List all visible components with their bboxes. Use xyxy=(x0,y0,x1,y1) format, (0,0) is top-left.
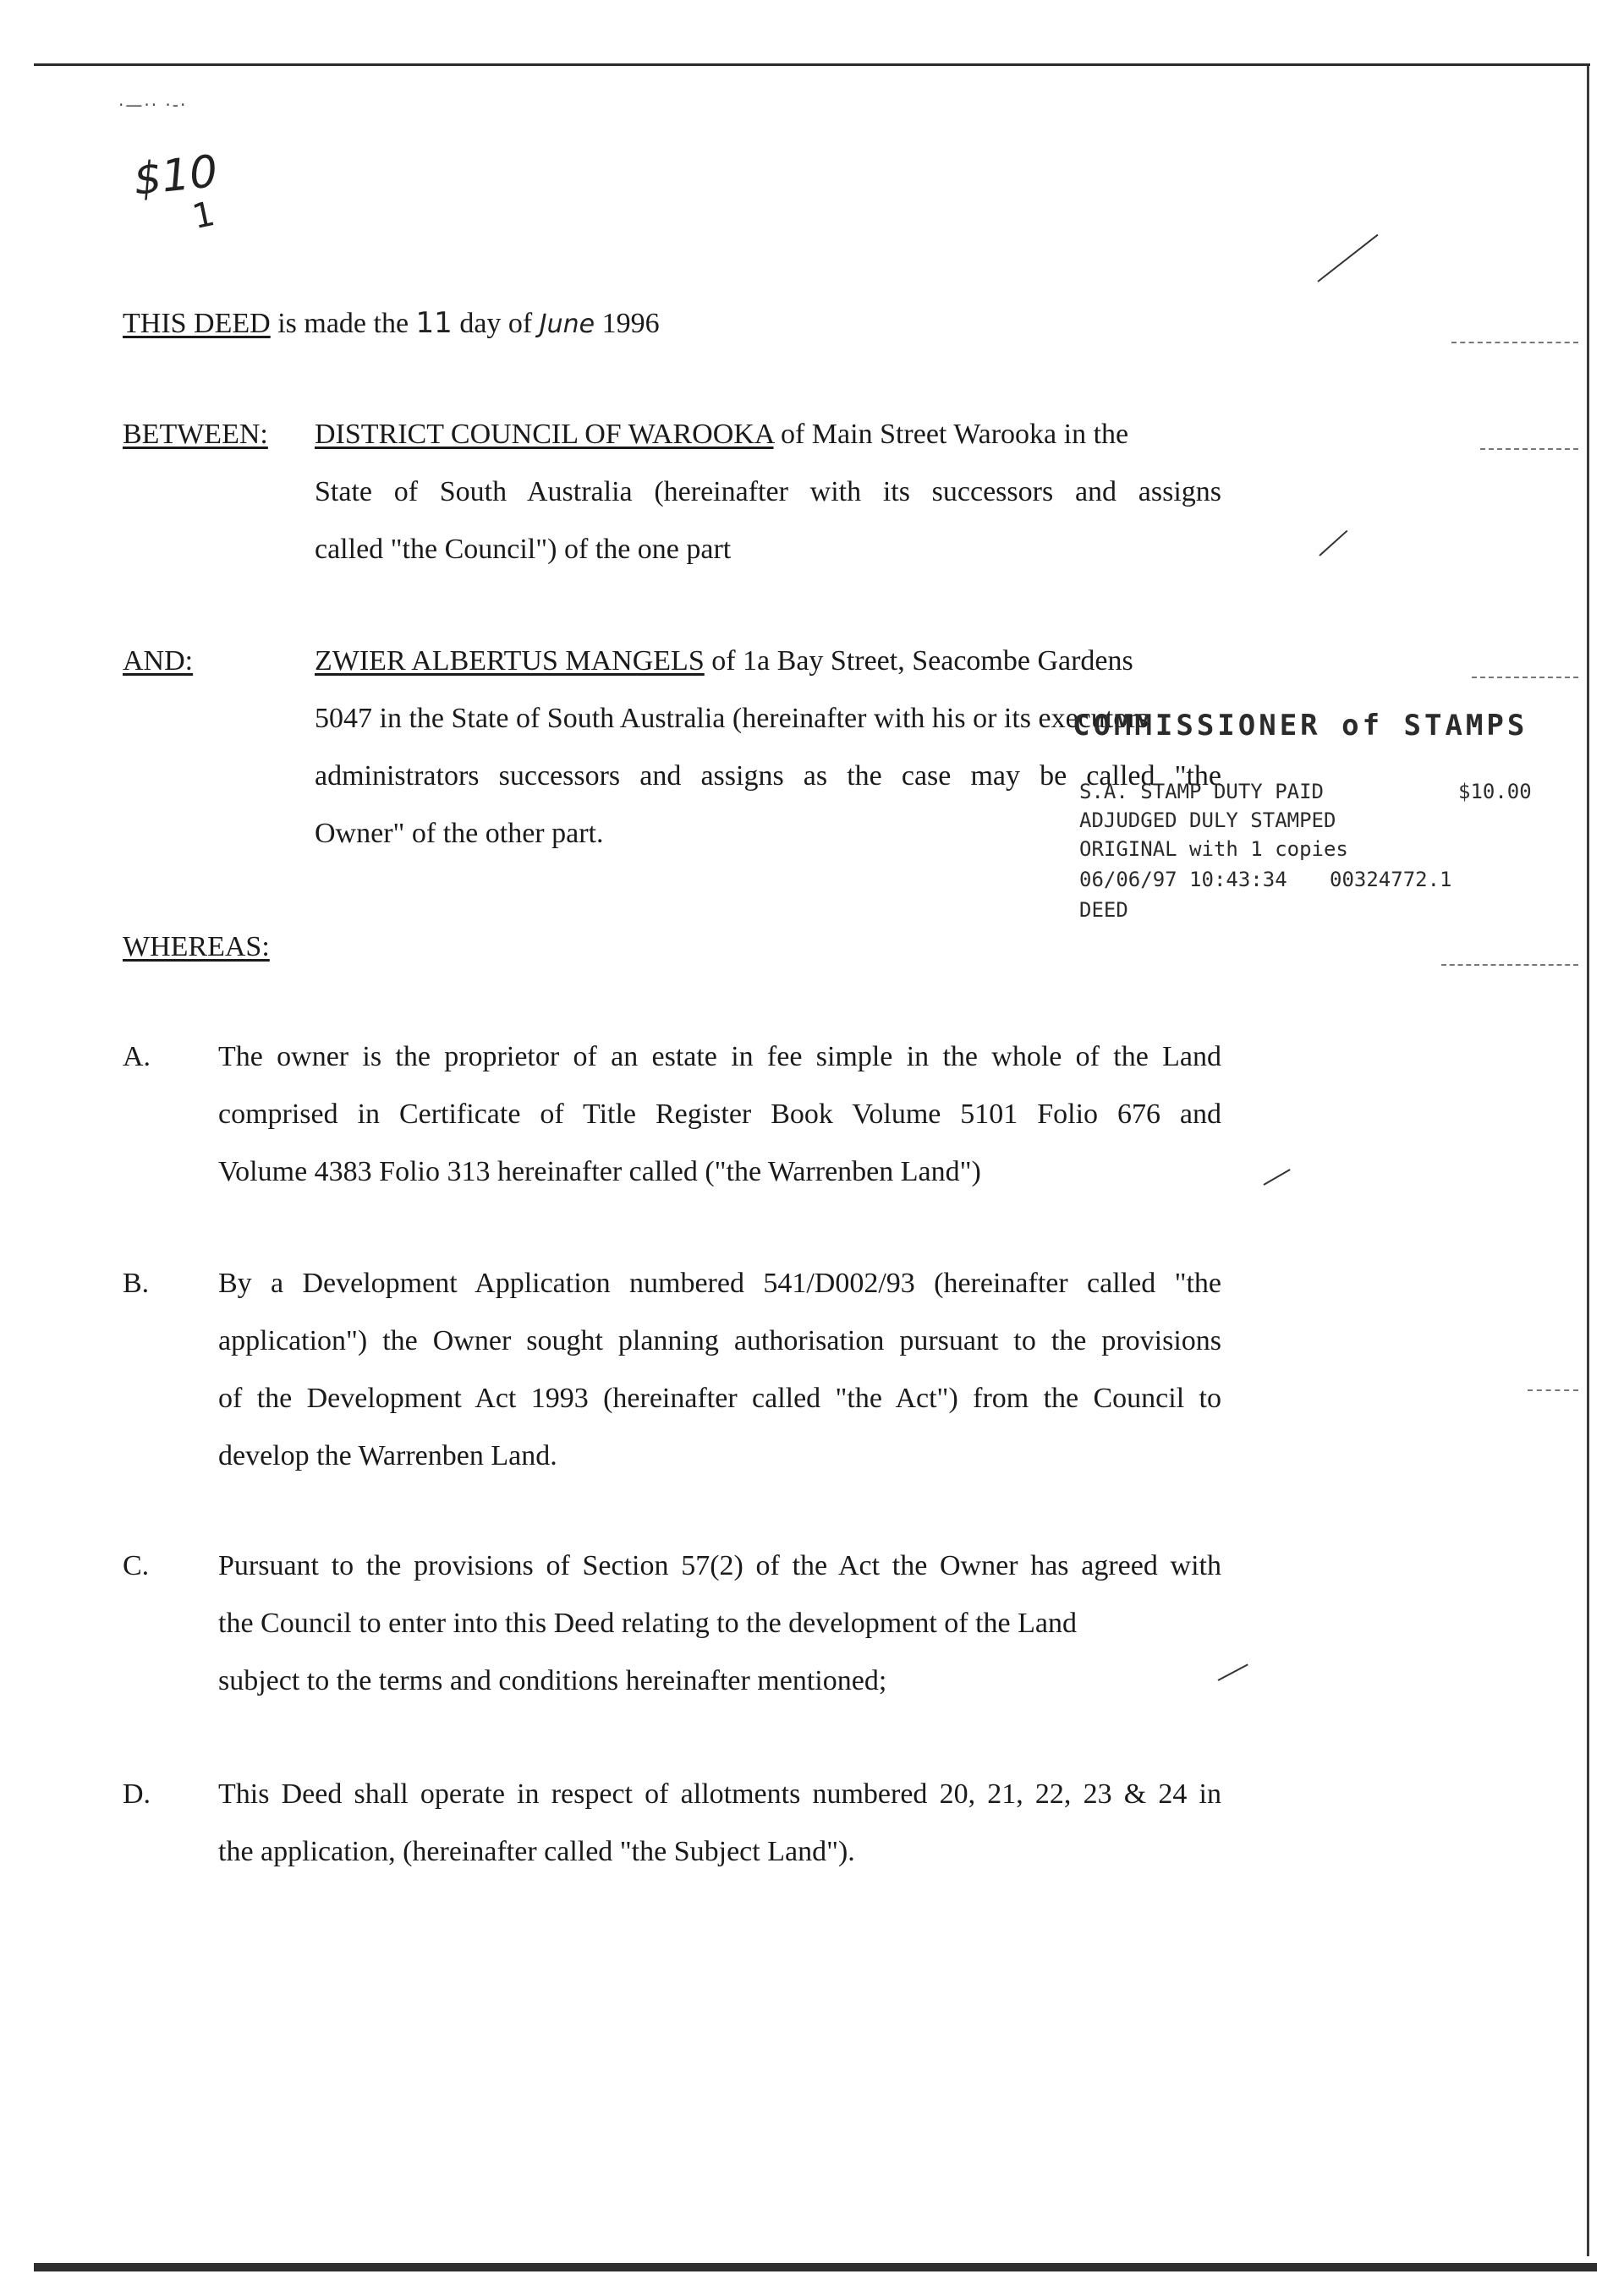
handwritten-month: June xyxy=(539,310,595,339)
stamp-doc-type: DEED xyxy=(1079,898,1128,922)
recital-line: This Deed shall operate in respect of allotments numbered 20, 21, 22, 23 & 24 in xyxy=(218,1778,1221,1810)
stamp-duty-paid: S.A. STAMP DUTY PAID xyxy=(1079,780,1324,803)
whereas-label: WHEREAS: xyxy=(123,931,270,962)
recital-letter: A. xyxy=(123,1041,151,1072)
stamp-datetime: 06/06/97 10:43:34 xyxy=(1079,868,1287,891)
between-line-1: DISTRICT COUNCIL OF WAROOKA of Main Street Warooka in the xyxy=(315,419,1129,450)
stamp-adjudged: ADJUDGED DULY STAMPED xyxy=(1079,808,1336,832)
day-of-text: day of xyxy=(452,308,540,339)
recital-line: develop the Warrenben Land. xyxy=(218,1440,557,1471)
and-line-4: Owner" of the other part. xyxy=(315,818,604,849)
and-line-1: ZWIER ALBERTUS MANGELS of 1a Bay Street, Seacombe Gardens xyxy=(315,645,1133,677)
handwritten-day: 11 xyxy=(415,306,453,340)
between-label: BETWEEN: xyxy=(123,419,268,450)
deed-title: THIS DEED xyxy=(123,308,271,339)
margin-mark xyxy=(1480,448,1578,450)
stamp-reference: 00324772.1 xyxy=(1330,868,1452,891)
between-line-2: State of South Australia (hereinafter with its successors and assigns xyxy=(315,476,1221,507)
and-label: AND: xyxy=(123,645,194,677)
check-mark xyxy=(1317,234,1378,282)
margin-mark xyxy=(1472,677,1578,678)
check-mark xyxy=(1319,530,1347,556)
right-border xyxy=(1587,66,1589,2256)
recital-letter: B. xyxy=(123,1268,150,1299)
made-the-text: is made the xyxy=(270,308,416,339)
stamp-title: COMMISSIONER of STAMPS xyxy=(1073,709,1528,743)
margin-mark xyxy=(1528,1389,1578,1391)
and-line-3: administrators successors and assigns as the case may be called "the xyxy=(315,760,1221,792)
margin-mark xyxy=(1451,342,1578,343)
check-mark xyxy=(1264,1169,1291,1186)
stamp-amount: $10.00 xyxy=(1458,780,1532,803)
recital-line: The owner is the proprietor of an estate in fee simple in the whole of the Land xyxy=(218,1041,1221,1072)
bottom-border xyxy=(34,2263,1597,2271)
deed-year: 1996 xyxy=(595,308,660,339)
owner-name: ZWIER ALBERTUS MANGELS xyxy=(315,645,705,677)
handwritten-scribble: ·—·· ·-· xyxy=(118,95,188,115)
recital-line: the application, (hereinafter called "the Subject Land"). xyxy=(218,1836,855,1867)
margin-mark xyxy=(1441,964,1578,966)
top-border xyxy=(34,63,1590,66)
recital-line: By a Development Application numbered 541/D002/93 (hereinafter called "the xyxy=(218,1268,1221,1299)
recital-line: subject to the terms and conditions hereinafter mentioned; xyxy=(218,1665,887,1696)
recital-line: application") the Owner sought planning authorisation pursuant to the provisions xyxy=(218,1325,1221,1356)
recital-line: comprised in Certificate of Title Register Book Volume 5101 Folio 676 and xyxy=(218,1099,1221,1130)
recital-line: the Council to enter into this Deed relating to the development of the Land xyxy=(218,1608,1078,1639)
between-line-3: called "the Council") of the one part xyxy=(315,534,732,565)
handwritten-number: 1 xyxy=(189,194,218,238)
and-line-2: 5047 in the State of South Australia (hereinafter with his or its executors xyxy=(315,703,1149,734)
recital-line: of the Development Act 1993 (hereinafter called "the Act") from the Council to xyxy=(218,1383,1221,1414)
recital-line: Volume 4383 Folio 313 hereinafter called ("the Warrenben Land") xyxy=(218,1156,981,1187)
recital-letter: D. xyxy=(123,1778,151,1810)
stamp-original: ORIGINAL with 1 copies xyxy=(1079,837,1348,861)
recital-letter: C. xyxy=(123,1550,150,1581)
council-name: DISTRICT COUNCIL OF WAROOKA xyxy=(315,419,774,450)
handwritten-amount: $10 xyxy=(131,145,221,206)
recital-line: Pursuant to the provisions of Section 57(2) of the Act the Owner has agreed with xyxy=(218,1550,1221,1581)
check-mark xyxy=(1218,1663,1248,1681)
deed-preamble xyxy=(123,294,660,353)
